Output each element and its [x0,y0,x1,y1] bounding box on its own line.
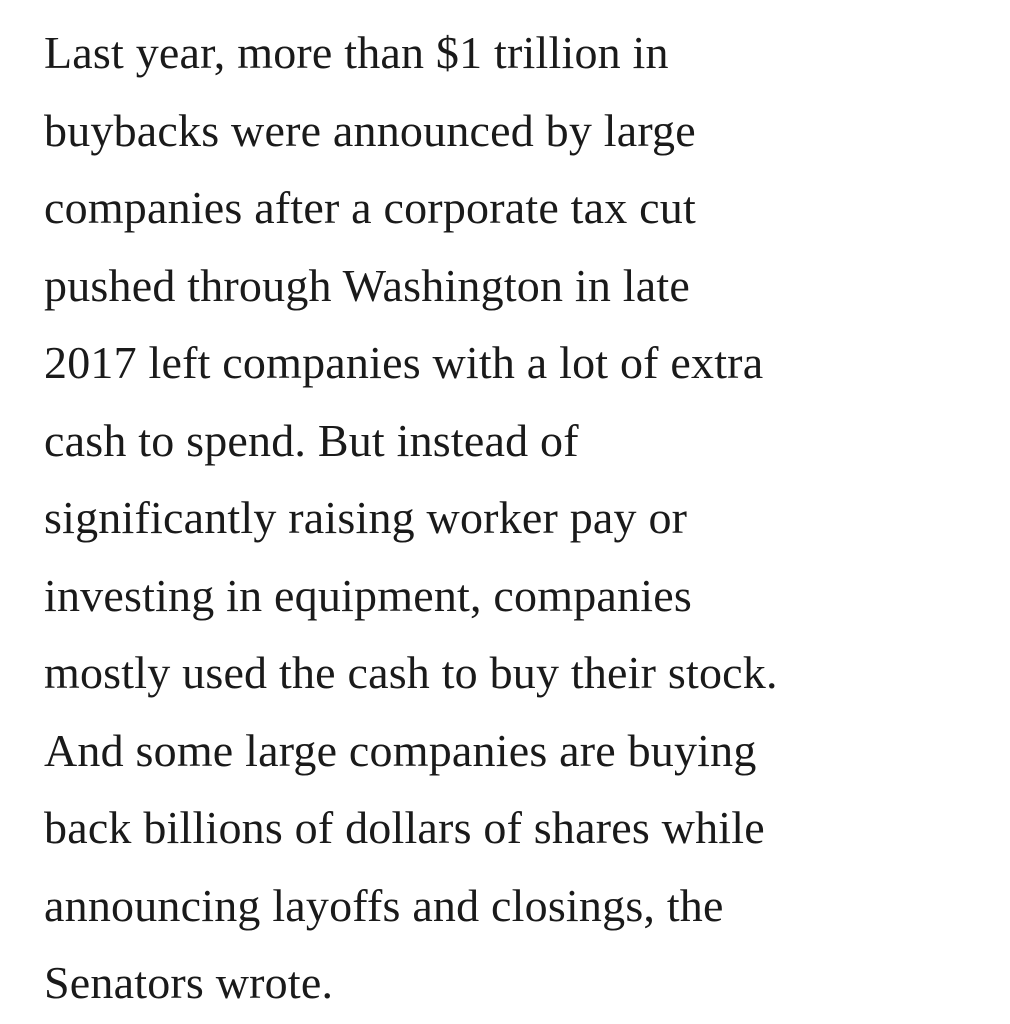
paragraph-line: And some large companies are buying [44,724,757,776]
paragraph-line: announcing layoffs and closings, the [44,879,724,931]
paragraph-line: 2017 left companies with a lot of extra [44,337,764,388]
paragraph-line: Senators wrote. [44,957,334,1008]
article-body [44,14,1004,1022]
paragraph-line: companies after a corporate tax cut [44,182,696,233]
article-paragraph [44,14,1004,1022]
paragraph-line: back billions of dollars of shares while [44,802,765,853]
paragraph-line: mostly used the cash to buy their stock. [44,647,778,698]
paragraph-line: significantly raising worker pay or [44,492,688,543]
paragraph-line: pushed through Washington in late [44,259,690,311]
paragraph-line: buybacks were announced by large [44,104,696,156]
paragraph-line: Last year, more than $1 trillion in [44,27,669,78]
paragraph-line: cash to spend. But instead of [44,414,579,466]
paragraph-line: investing in equipment, companies [44,569,692,621]
